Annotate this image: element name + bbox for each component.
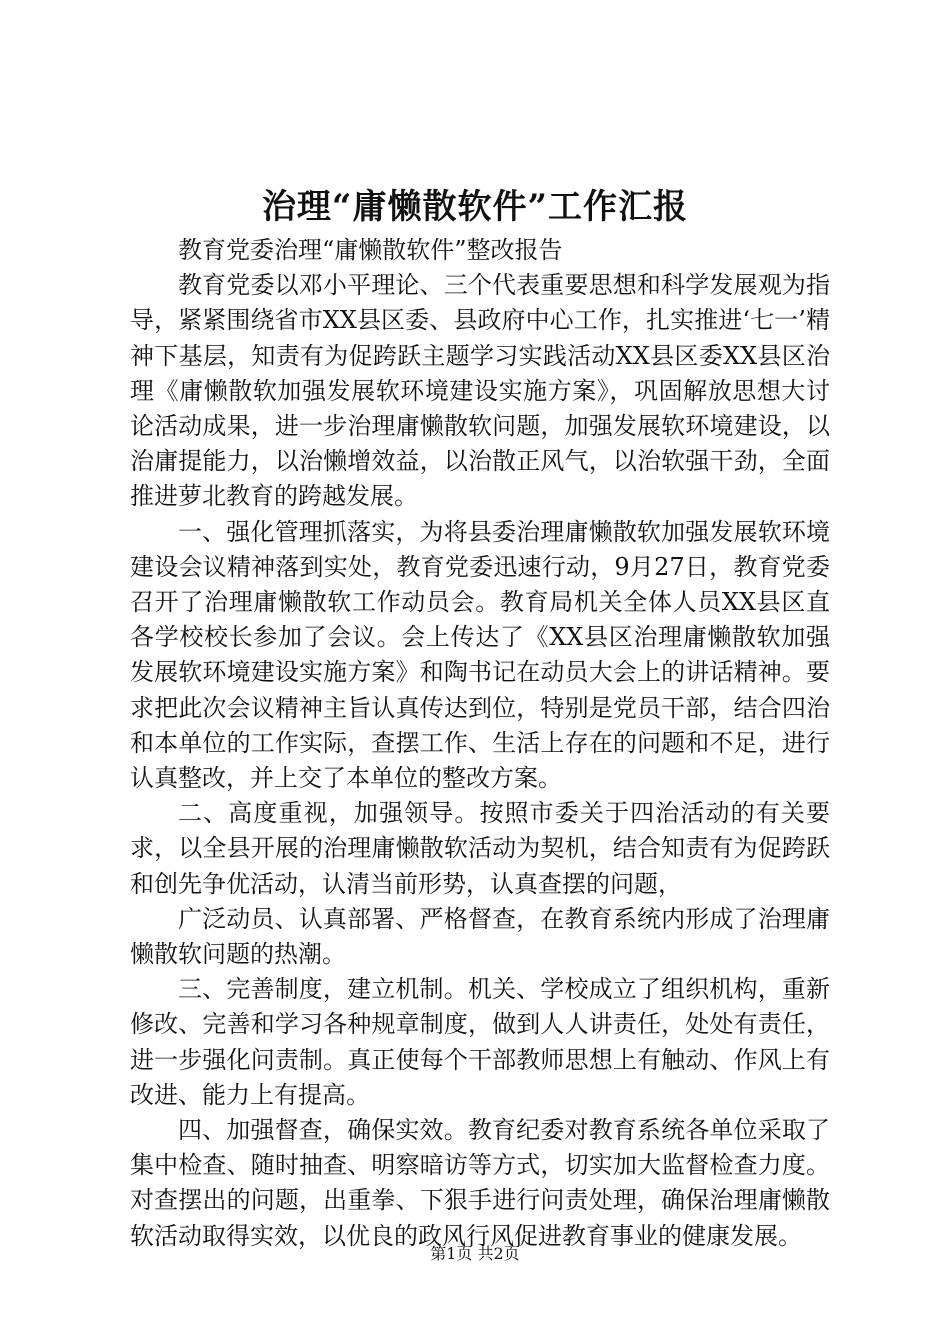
paragraph-section-4: 四、加强督查，确保实效。教育纪委对教育系统各单位采取了集中检查、随时抽查、明察暗访等方式，切实加大监督检查力度。对查摆出的问题，出重拳、下狠手进行问责处理，确保治理庸懒散软活动取得实效，以优良的政风行风促进教育事业的健康发展。 bbox=[130, 1116, 830, 1250]
document-title: 治理“庸懒散软件”工作汇报 bbox=[261, 187, 689, 227]
paragraph-section-2: 二、高度重视，加强领导。按照市委关于四治活动的有关要求，以全县开展的治理庸懒散软活动为契机，结合知责有为促跨跃和创先争优活动，认清当前形势，认真查摆的问题， bbox=[130, 799, 830, 898]
paragraph-section-2-cont: 广泛动员、认真部署、严格督查，在教育系统内形成了治理庸懒散软问题的热潮。 bbox=[130, 904, 830, 969]
paragraph-section-3: 三、完善制度，建立机制。机关、学校成立了组织机构，重新修改、完善和学习各种规章制度，做到人人讲责任，处处有责任，进一步强化问责制。真正使每个干部教师思想上有触动、作风上有改进、能力上有提高。 bbox=[130, 975, 830, 1109]
paragraph-section-1: 一、强化管理抓落实，为将县委治理庸懒散软加强发展软环境建设会议精神落到实处，教育党委迅速行动，9月27日，教育党委召开了治理庸懒散软工作动员会。教育局机关全体人员XX县区直各学校校长参加了会议。会上传达了《XX县区治理庸懒散软加强发展软环境建设实施方案》和陶书记在动员大会上的讲话精神。要求把此次会议精神主旨认真传达到位，特别是党员干部，结合四治和本单位的工作实际，查摆工作、生活上存在的问题和不足，进行认真整改，并上交了本单位的整改方案。 bbox=[130, 517, 830, 793]
paragraph-intro: 教育党委以邓小平理论、三个代表重要思想和科学发展观为指导，紧紧围绕省市XX县区委、县政府中心工作，扎实推进‘七一’精神下基层，知责有为促跨跃主题学习实践活动XX县区委XX县区治理《庸懒散软加强发展软环境建设实施方案》，巩固解放思想大讨论活动成果，进一步治理庸懒散软问题，加强发展软环境建设，以治庸提能力，以治懒增效益，以治散正风气，以治软强干劲，全面推进萝北教育的跨越发展。 bbox=[130, 271, 830, 511]
paragraph-subtitle: 教育党委治理“庸懒散软件”整改报告 bbox=[178, 236, 563, 264]
page-number-footer: 第1页 共2页 bbox=[430, 1244, 520, 1263]
document-body bbox=[130, 233, 830, 1254]
